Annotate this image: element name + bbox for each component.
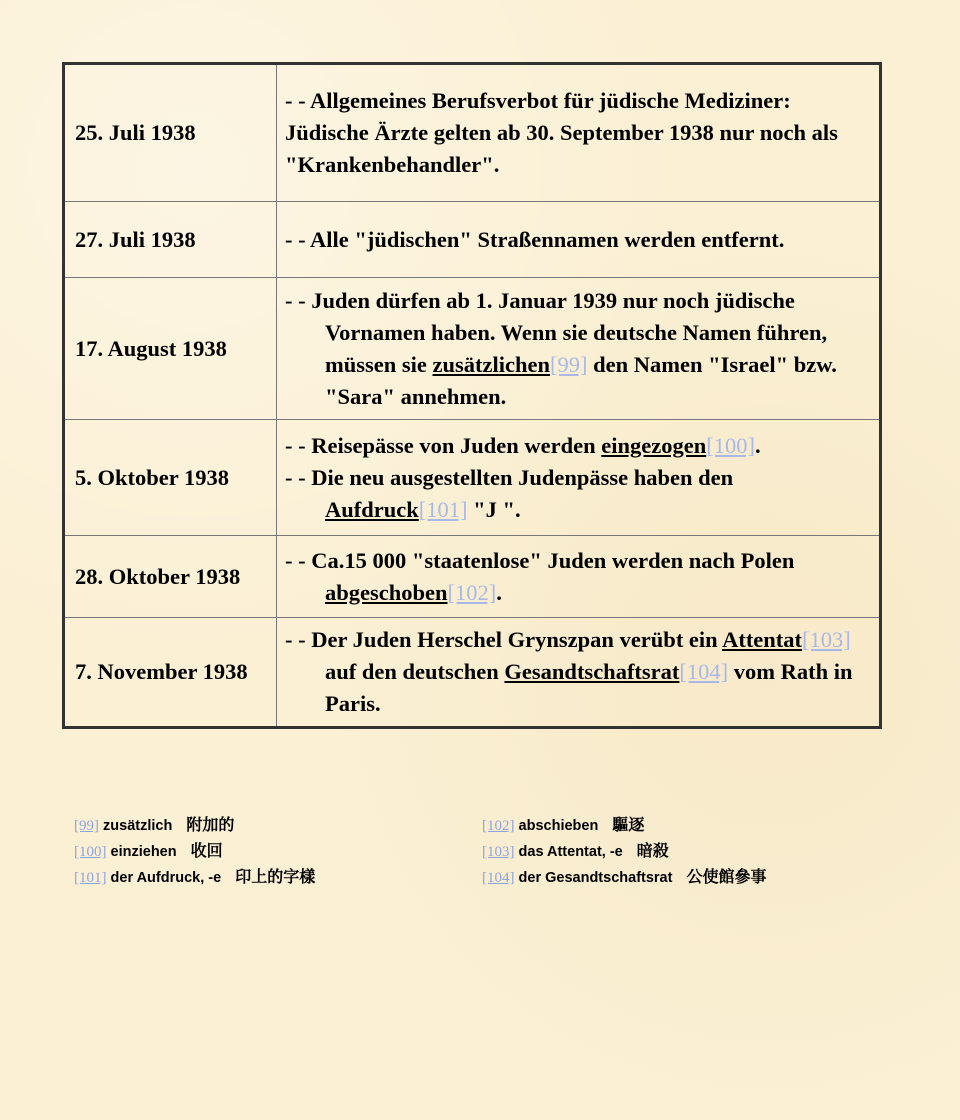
footnote	[482, 812, 766, 838]
event-text: - - Alle "jüdischen" Straßennamen werden entfernt.	[285, 226, 785, 252]
event-text	[285, 285, 871, 413]
footnote-term: abschieben	[518, 818, 599, 834]
footnote-term: das Attentat, -e	[518, 844, 623, 860]
footnote	[74, 838, 315, 864]
event-cell	[277, 618, 881, 728]
footnote-link-101[interactable]: [101]	[418, 496, 468, 522]
footnote-translation: 收回	[190, 841, 223, 860]
footnote-link-103[interactable]: [103]	[802, 627, 851, 652]
glossary-term: zusätzlichen	[432, 351, 551, 377]
footnote-translation: 印上的字樣	[235, 867, 316, 886]
footnote-ref-link[interactable]: [99]	[74, 818, 99, 834]
table-row	[64, 618, 881, 728]
event-text-part: - - Reisepässe von Juden werden	[285, 432, 602, 458]
footnote-ref-link[interactable]: [103]	[482, 844, 515, 860]
glossary-term: Gesandtschaftsrat	[504, 659, 680, 684]
event-text-part: den Namen "Israel" bzw. "Sara" annehmen.	[325, 351, 837, 409]
date-cell: 5. Oktober 1938	[64, 420, 277, 536]
event-text-part: - - Ca.15 000 "staatenlose" Juden werden nach Polen	[285, 547, 795, 573]
glossary-term: Attentat	[722, 627, 803, 652]
event-cell	[277, 420, 881, 536]
footnote-translation: 公使館參事	[686, 867, 767, 886]
footnote	[482, 864, 766, 890]
event-text: - - Allgemeines Berufsverbot für jüdische Mediziner: Jüdische Ärzte gelten ab 30. September 1938 nur noch als "Krankenbehandler".	[285, 88, 838, 177]
footnote-ref-link[interactable]: [104]	[482, 870, 515, 886]
date-cell: 17. August 1938	[64, 278, 277, 420]
footnote-translation: 暗殺	[636, 841, 669, 860]
footnote-ref-link[interactable]: [102]	[482, 818, 515, 834]
footnote-ref-link[interactable]: [100]	[74, 844, 107, 860]
date-cell: 7. November 1938	[64, 618, 277, 728]
event-text	[285, 624, 871, 720]
event-text-part: - - Der Juden Herschel Grynszpan verübt ein	[285, 627, 723, 652]
footnote-ref-link[interactable]: [101]	[74, 870, 107, 886]
date-cell: 27. Juli 1938	[64, 202, 277, 278]
footnote-link-100[interactable]: [100]	[706, 432, 755, 458]
event-text-part: - - Die neu ausgestellten Judenpässe haben den	[285, 464, 734, 490]
event-text-part: .	[755, 432, 761, 458]
event-cell	[277, 536, 881, 618]
event-text	[285, 430, 871, 462]
event-text-part: - - Juden dürfen ab 1. Januar 1939 nur noch jüdische Vornamen haben. Wenn sie deutsche Namen führen, müssen sie	[285, 287, 828, 377]
event-text	[285, 462, 871, 526]
footnotes-right	[482, 812, 766, 890]
table-row	[64, 536, 881, 618]
event-cell	[277, 202, 881, 278]
event-text-part: auf den deutschen	[325, 659, 505, 684]
footnote-translation: 附加的	[186, 815, 235, 834]
table-row	[64, 64, 881, 202]
footnote-term: zusätzlich	[103, 818, 173, 834]
footnote-link-104[interactable]: [104]	[679, 659, 729, 684]
event-text-part: .	[496, 579, 502, 605]
date-cell: 25. Juli 1938	[64, 64, 277, 202]
event-cell	[277, 278, 881, 420]
footnote-term: der Gesandtschaftsrat	[518, 870, 673, 886]
event-text	[285, 545, 871, 609]
event-cell	[277, 64, 881, 202]
footnote-link-99[interactable]: [99]	[550, 351, 588, 377]
footnotes-left	[74, 812, 315, 890]
event-text-part: vom Rath in Paris.	[325, 659, 853, 716]
glossary-term: Aufdruck	[325, 496, 419, 522]
event-text-part: "J ".	[467, 496, 521, 522]
footnote	[74, 812, 315, 838]
table-row	[64, 202, 881, 278]
glossary-term: eingezogen	[601, 432, 707, 458]
footnote	[482, 838, 766, 864]
footnote-term: einziehen	[110, 844, 177, 860]
table-row	[64, 278, 881, 420]
glossary-term: abgeschoben	[325, 579, 448, 605]
footnote	[74, 864, 315, 890]
footnote-term: der Aufdruck, -e	[110, 870, 222, 886]
footnote-translation: 驅逐	[612, 815, 645, 834]
date-cell: 28. Oktober 1938	[64, 536, 277, 618]
footnote-link-102[interactable]: [102]	[447, 579, 497, 605]
table-row	[64, 420, 881, 536]
chronology-table	[62, 62, 882, 729]
